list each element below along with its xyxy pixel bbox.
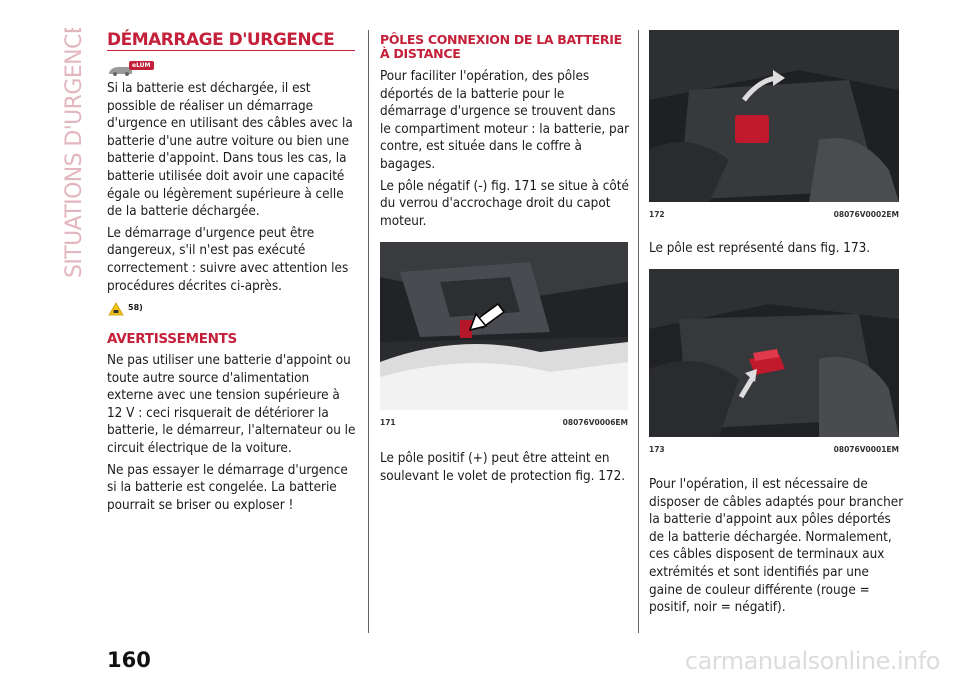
- intro-paragraph-1: Si la batterie est déchargée, il est possible de réaliser un démarrage d'urgence en utilisant des câbles avec la batterie d'une autre voiture ou bien une batterie d'appoint. Dans tous les cas, la batterie utilisée doit avoir une capacité égale ou légèrement supérieure à celle de la batterie déchargée.: [107, 81, 353, 220]
- figure-172-code: 08076V0002EM: [833, 210, 899, 219]
- section-title: DÉMARRAGE D'URGENCE: [107, 30, 335, 50]
- warning-ref-text: 58): [128, 303, 143, 312]
- column-divider-2: [638, 30, 639, 633]
- figure-171-image: [380, 242, 628, 410]
- figure-171-code: 08076V0006EM: [562, 418, 628, 427]
- figure-173-code: 08076V0001EM: [833, 445, 899, 454]
- warning-paragraph-1: Ne pas utiliser une batterie d'appoint ou toute autre source d'alimentation externe avec une tension supérieure à 12 V : ceci risquerait de détériorer la batterie, le démarreur, l'alternateur ou le circuit électrique de la voiture.: [107, 353, 356, 456]
- positive-paragraph: Le pôle positif (+) peut être atteint en soulevant le volet de protection fig. 172.: [380, 451, 626, 484]
- figure-173-caption: [649, 445, 899, 454]
- positive-pole-text: [380, 450, 630, 485]
- figure-172-number: 172: [649, 210, 665, 219]
- side-title-text: SITUATIONS D'URGENCE: [62, 28, 87, 278]
- figure-173-number: 173: [649, 445, 665, 454]
- column-divider-1: [368, 30, 369, 633]
- page-number: 160: [107, 648, 151, 672]
- warning-reference: [108, 301, 143, 320]
- figure-171-caption: [380, 418, 628, 427]
- figure-171-number: 171: [380, 418, 396, 427]
- elum-icon: [107, 61, 153, 81]
- intro-text: [107, 80, 357, 295]
- final-text: [649, 476, 904, 617]
- fig173-intro-text: Le pôle est représenté dans fig. 173.: [649, 241, 871, 256]
- final-paragraph: Pour l'opération, il est nécessaire de disposer de câbles adaptés pour brancher la batterie d'appoint aux pôles déportés de la batterie déchargée. Normalement, ces câbles disposent de terminaux aux extrémités et sont identifiés par une gaine de couleur différente (rouge = positif, noir = négatif).: [649, 477, 904, 616]
- poles-paragraph-1: Pour faciliter l'opération, des pôles déportés de la batterie pour le démarrage d'urgence se trouvent dans le compartiment moteur : la batterie, par contre, est située dans le coffre à bagages.: [380, 69, 630, 172]
- side-section-title: [56, 28, 88, 288]
- figure-173-image: [649, 269, 899, 437]
- title-underline: [107, 50, 355, 51]
- warnings-title: AVERTISSEMENTS: [107, 331, 237, 347]
- fig173-intro: [649, 240, 904, 258]
- figure-172-caption: [649, 210, 899, 219]
- figure-172-image: [649, 30, 899, 202]
- warning-paragraph-2: Ne pas essayer le démarrage d'urgence si la batterie est congelée. La batterie pourrait se briser ou exploser !: [107, 462, 348, 513]
- elum-badge: eLUM: [129, 61, 154, 70]
- warnings-text: [107, 352, 357, 514]
- warning-triangle-icon: [108, 302, 124, 316]
- watermark: carmanualsonline.info: [684, 647, 940, 675]
- poles-paragraph-2: Le pôle négatif (-) fig. 171 se situe à côté du verrou d'accrochage droit du capot moteur.: [380, 178, 629, 229]
- poles-title: PÔLES CONNEXION DE LA BATTERIE À DISTANCE: [380, 32, 622, 61]
- poles-text: [380, 68, 630, 230]
- intro-paragraph-2: Le démarrage d'urgence peut être dangereux, s'il n'est pas exécuté correctement : suivre avec attention les procédures décrites ci-après.: [107, 225, 349, 294]
